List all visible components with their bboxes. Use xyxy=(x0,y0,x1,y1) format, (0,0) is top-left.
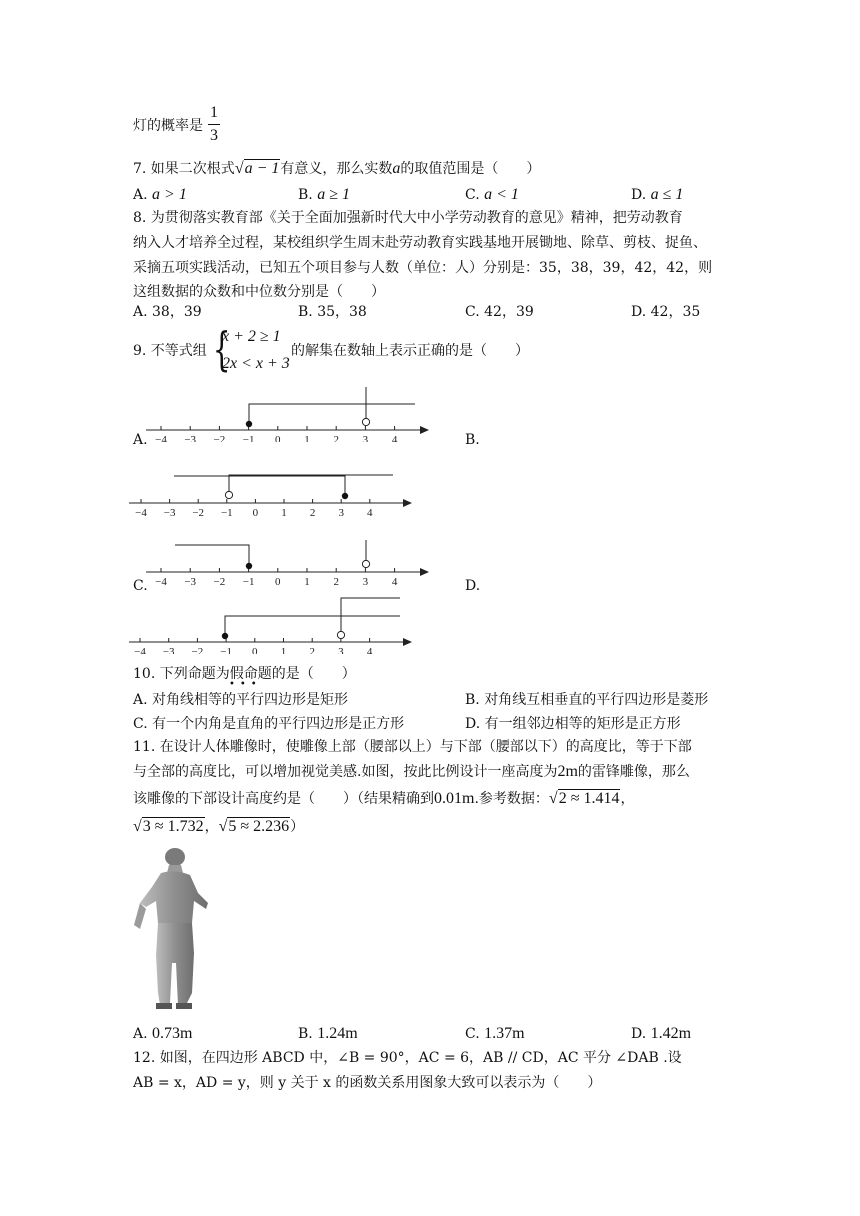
q12-line-2: AB = x，AD = y，则 y 关于 x 的函数关系用图象大致可以表示为（ ） xyxy=(133,1075,602,1091)
tick-label: −4 xyxy=(134,646,146,654)
q7-option-c[interactable]: C. a < 1 xyxy=(465,186,519,203)
tick-label: −2 xyxy=(192,507,205,518)
tick-label: −1 xyxy=(242,434,255,442)
fraction-numerator: 1 xyxy=(210,104,218,121)
q10-option-b[interactable]: B. 对角线互相垂直的平行四边形是菱形 xyxy=(465,692,709,708)
tick-label: −3 xyxy=(184,576,197,588)
q8-option-d[interactable]: D. 42，35 xyxy=(631,304,701,320)
tick-label: −3 xyxy=(162,646,175,654)
q7-suffix1: 有意义，那么实数 xyxy=(280,161,393,177)
q9-suffix: 的解集在数轴上表示正确的是（ ） xyxy=(291,343,529,359)
tick-label: 1 xyxy=(281,507,287,518)
tick-label: 1 xyxy=(280,646,287,654)
q8-line-2: 纳入人才培养全过程，某校组织学生周末赴劳动教育实践基地开展锄地、除草、剪枝、捉鱼、 xyxy=(133,235,707,251)
q7-radical: √a − 1 xyxy=(234,160,280,177)
q10-option-c[interactable]: C. 有一个内角是直角的平行四边形是正方形 xyxy=(133,716,405,732)
tick-label: −4 xyxy=(155,434,167,442)
q8-line-1: 8. 为贯彻落实教育部《关于全面加强新时代大中小学劳动教育的意见》精神，把劳动教育 xyxy=(133,210,683,226)
q7-stem xyxy=(133,160,540,178)
q10-option-d[interactable]: D. 有一组邻边相等的矩形是正方形 xyxy=(465,716,681,732)
q9-option-a-label[interactable]: A. xyxy=(133,432,148,448)
q9-prefix: 9. 不等式组 xyxy=(133,343,207,359)
tick-label: −3 xyxy=(163,507,176,518)
emphasis-dots: ••• xyxy=(229,679,262,690)
q8-option-c[interactable]: C. 42，39 xyxy=(465,304,534,320)
q9-option-c-label[interactable]: C. xyxy=(133,578,148,594)
tick-label: 1 xyxy=(304,576,310,588)
q11-line-3: 该雕像的下部设计高度约是（ ）（结果精确到0.01m.参考数据：√2 ≈ 1.414， xyxy=(133,790,635,807)
q8-line-3: 采摘五项实践活动，已知五个项目参与人数（单位：人）分别是：35，38，39，42，42，则 xyxy=(133,260,713,276)
tick-label: 0 xyxy=(275,434,281,442)
tick-label: 0 xyxy=(252,646,258,654)
tick-label: 3 xyxy=(338,646,344,654)
tick-label: 2 xyxy=(333,576,339,588)
q12-line-1: 12. 如图，在四边形 ABCD 中，∠B = 90°，AC = 6，AB // CD，AC 平分 ∠DAB .设 xyxy=(133,1050,682,1066)
tick-label: −3 xyxy=(184,434,197,442)
tick-label: −2 xyxy=(213,434,226,442)
q11-line-1: 11. 在设计人体雕像时，使雕像上部（腰部以上）与下部（腰部以下）的高度比，等于下部 xyxy=(133,739,692,755)
q9-inequality-2: 2x < x + 3 xyxy=(222,355,290,372)
q11-option-b[interactable]: B. 1.24m xyxy=(298,1025,358,1042)
fraction-denominator: 3 xyxy=(210,127,218,144)
q6-fraction xyxy=(207,104,221,145)
q7-option-b[interactable]: B. a ≥ 1 xyxy=(298,186,350,203)
number-line-b xyxy=(128,456,418,518)
q7-option-a[interactable]: A. a > 1 xyxy=(133,186,187,203)
tick-label: −2 xyxy=(191,646,204,654)
tick-label: −2 xyxy=(213,576,226,588)
q11-line-2: 与全部的高度比，可以增加视觉美感.如图，按此比例设计一座高度为2m的雷锋雕像，那么 xyxy=(133,763,690,780)
tick-label: 4 xyxy=(367,507,373,518)
tick-label: 3 xyxy=(362,434,369,442)
tick-label: 1 xyxy=(304,434,310,442)
tick-label: 4 xyxy=(391,434,398,442)
q11-option-d[interactable]: D. 1.42m xyxy=(631,1025,692,1042)
tick-label: −1 xyxy=(220,507,233,518)
q7-suffix2: 的取值范围是（ ） xyxy=(400,161,541,177)
q9-brace: { xyxy=(212,322,231,376)
q7-var: a xyxy=(392,160,401,177)
number-line-a xyxy=(145,380,435,442)
tick-label: 2 xyxy=(309,646,315,654)
q8-option-a[interactable]: A. 38，39 xyxy=(133,304,202,320)
tick-label: 4 xyxy=(391,576,398,588)
q7-prefix: 7. 如果二次根式 xyxy=(133,161,235,177)
number-line-d xyxy=(128,592,418,654)
q6-tail-text: 灯的概率是 xyxy=(133,118,203,134)
statue-image xyxy=(128,843,222,1015)
tick-label: 2 xyxy=(309,507,316,518)
tick-label: −1 xyxy=(242,576,255,588)
q7-option-d[interactable]: D. a ≤ 1 xyxy=(631,186,684,203)
tick-label: 0 xyxy=(275,576,281,588)
tick-label: 2 xyxy=(333,434,339,442)
tick-label: 3 xyxy=(362,576,369,588)
q8-line-4: 这组数据的众数和中位数分别是（ ） xyxy=(133,284,385,300)
q9-option-b-label[interactable]: B. xyxy=(465,432,480,448)
q10-option-a[interactable]: A. 对角线相等的平行四边形是矩形 xyxy=(133,692,349,708)
q11-option-c[interactable]: C. 1.37m xyxy=(465,1025,525,1042)
q11-option-a[interactable]: A. 0.73m xyxy=(133,1025,193,1042)
tick-label: 4 xyxy=(366,646,373,654)
q10-stem: 10. 下列命题为假命题的是（ ） xyxy=(133,666,356,682)
q8-option-b[interactable]: B. 35，38 xyxy=(298,304,367,320)
tick-label: −1 xyxy=(220,646,232,654)
tick-label: −4 xyxy=(155,576,167,588)
q11-line-4: √3 ≈ 1.732，√5 ≈ 2.236） xyxy=(133,818,305,835)
tick-label: 3 xyxy=(338,507,344,518)
tick-label: −4 xyxy=(135,507,147,518)
q9-option-d-label[interactable]: D. xyxy=(465,578,481,594)
tick-label: 0 xyxy=(252,507,259,518)
q9-inequality-1: x + 2 ≥ 1 xyxy=(222,328,281,345)
